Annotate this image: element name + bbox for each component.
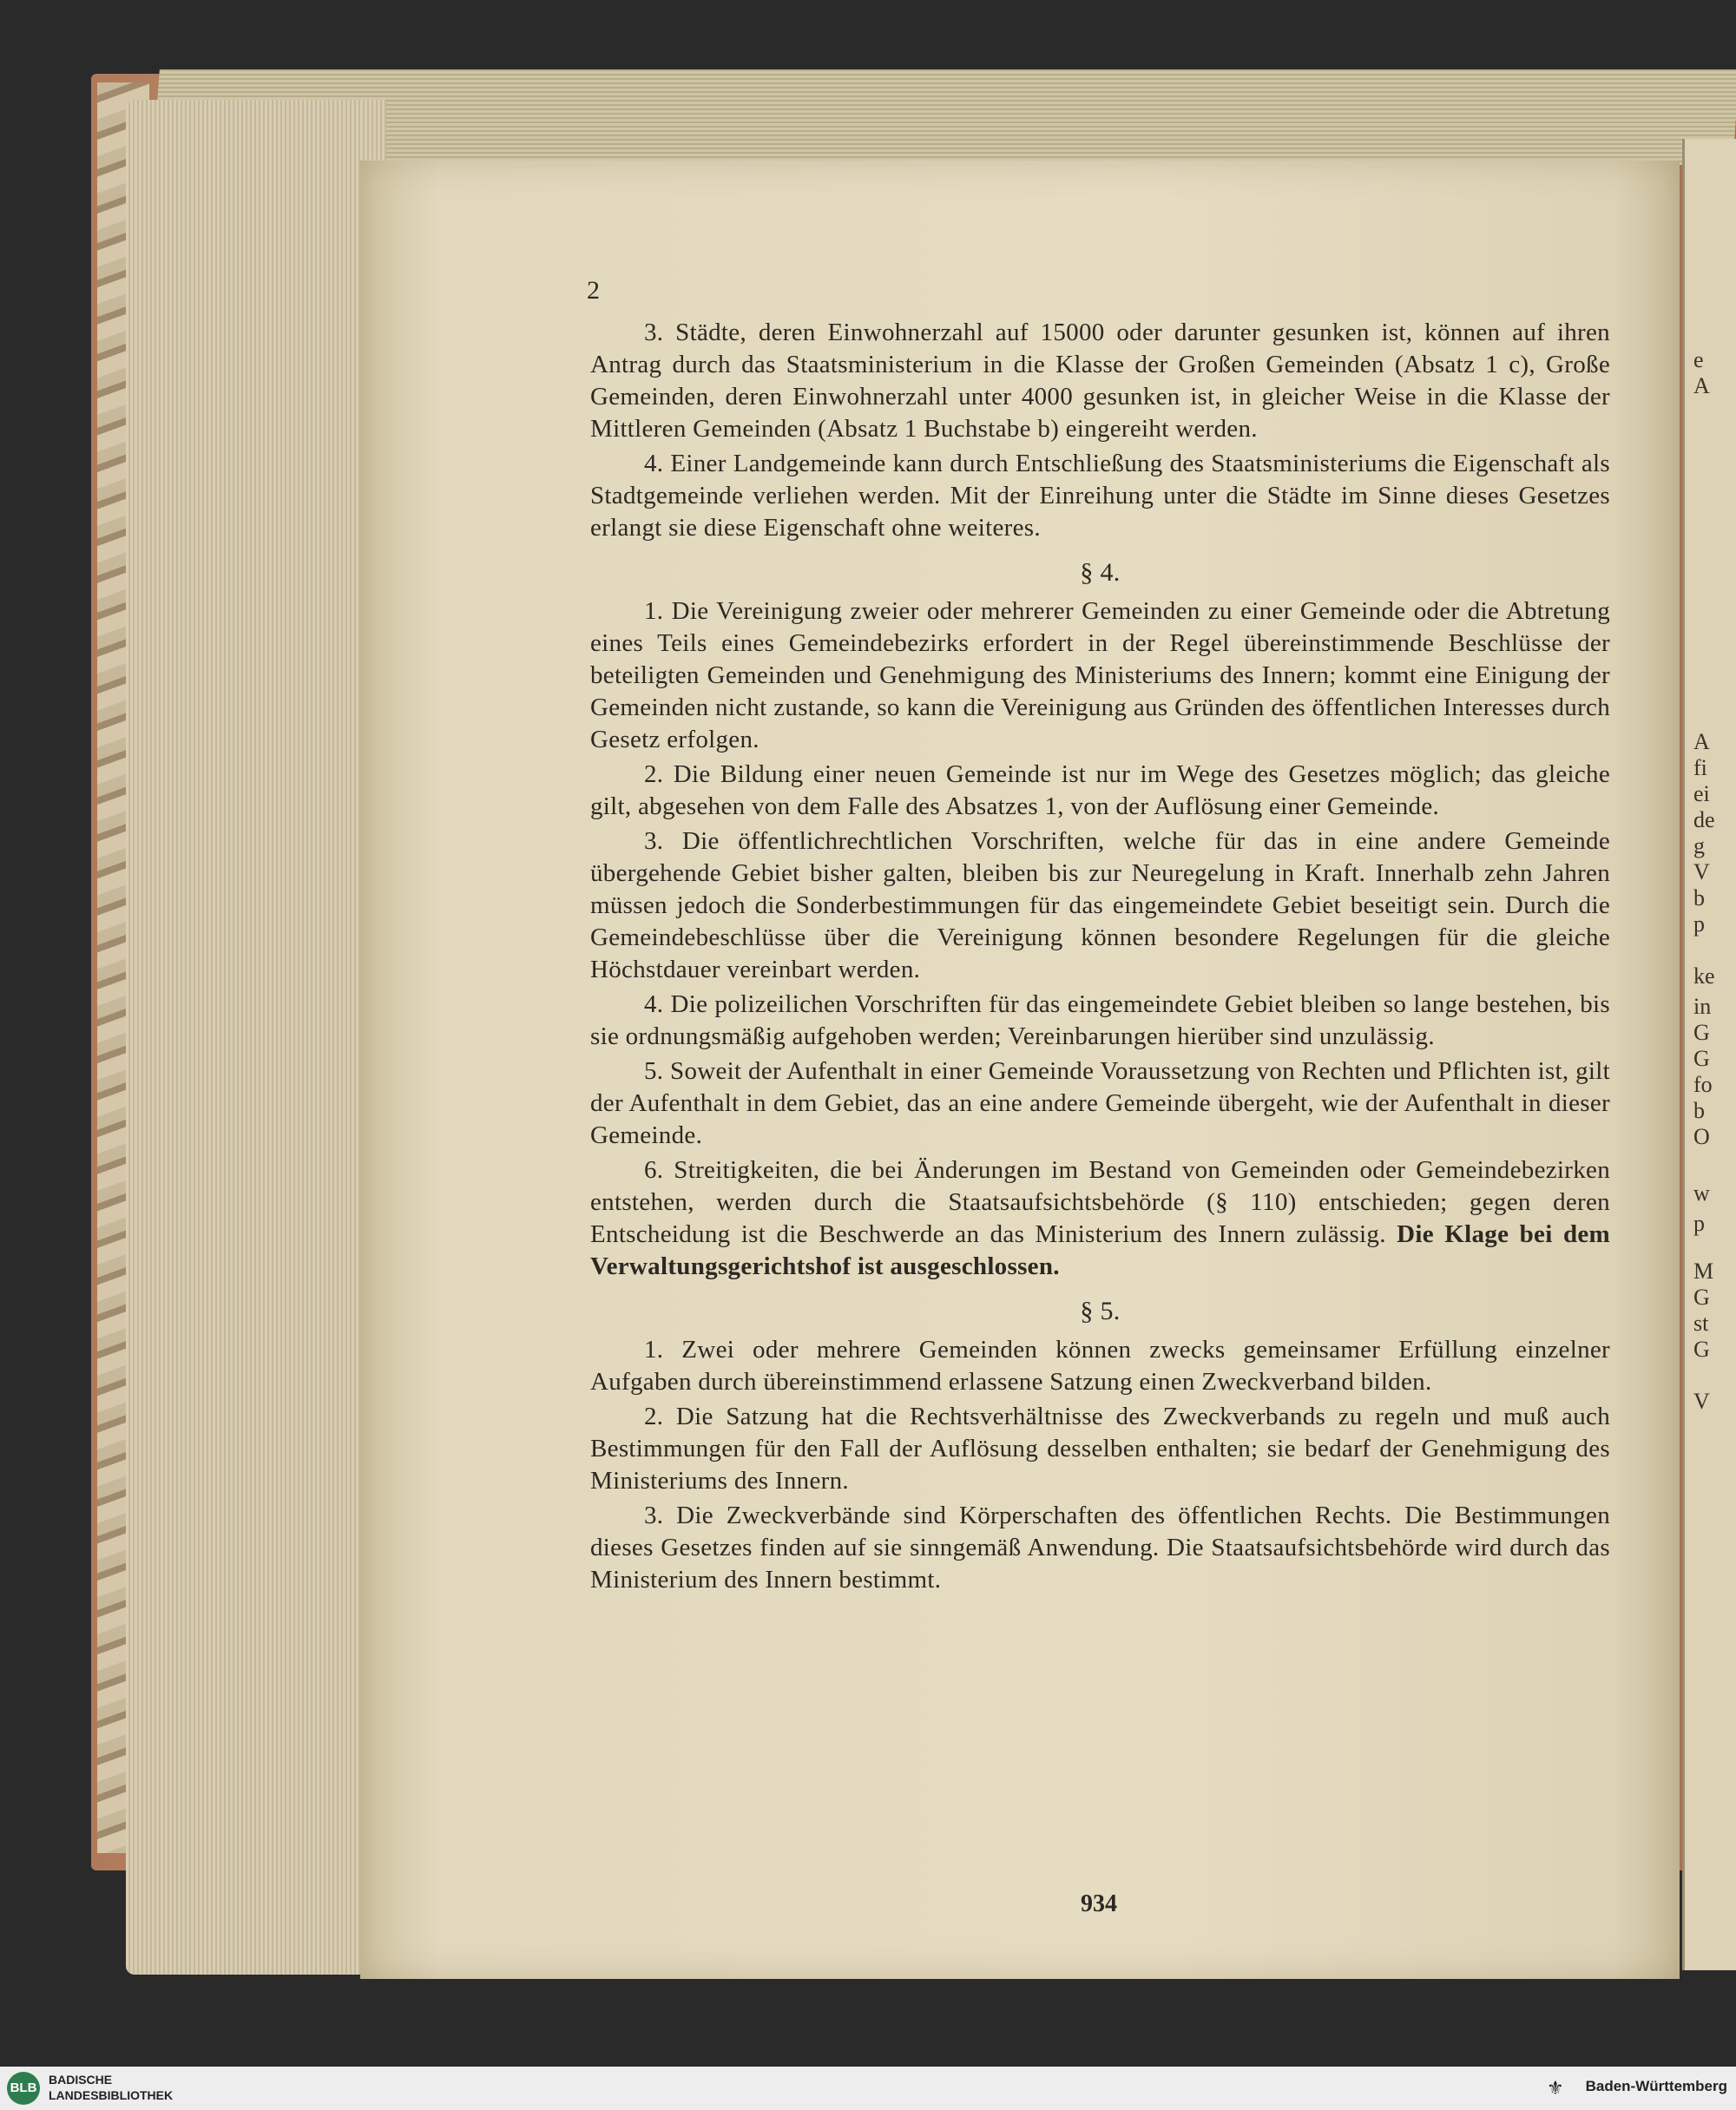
section-heading: § 4. xyxy=(1080,558,1121,587)
page-header-number: 2 xyxy=(587,276,600,305)
paragraph: 1. Die Vereinigung zweier oder mehrerer Gemeinden zu einer Gemeinde oder die Abtretung eines Teils eines Gemeindebezirks erfordert in der Regel übereinstimmende Beschlüsse der beteiligten Gemeinden und Genehmigung des Ministeriums des Innern; kommt eine Einigung der Gemeinden nicht zustande, so kann die Vereinigung aus Gründen des öffentlichen Interesses durch Gesetz erfolgen. xyxy=(590,597,1610,753)
facing-page-text-fragment: b xyxy=(1693,1098,1705,1123)
facing-page-text-fragment: p xyxy=(1693,1211,1705,1236)
facing-page-text-fragment: V xyxy=(1693,859,1710,884)
facing-page-text-fragment: st xyxy=(1693,1311,1709,1336)
facing-page-text-fragment: ei xyxy=(1693,781,1710,806)
paragraph: 2. Die Bildung einer neuen Gemeinde ist nur im Wege des Gesetzes möglich; das gleiche gilt, abgesehen von dem Falle des Absatzes 1, von der Auflösung einer Gemeinde. xyxy=(590,760,1610,820)
coat-of-arms-icon: ⚜ xyxy=(1547,2077,1564,2099)
paragraph-text: 6. Streitigkeiten, die bei Änderungen im Bestand von Gemeinden oder Gemeindebezirken entstehen, werden durch die Staatsaufsichtsbehörde (§ 110) entschieden; gegen deren Entscheidung ist die Beschwerde an das Ministerium des Innern zulässig. xyxy=(590,1156,1610,1248)
paragraph: 4. Einer Landgemeinde kann durch Entschließung des Staatsministeriums die Eigenschaft als Stadtgemeinde verliehen werden. Mit der Einreihung unter die Städte im Sinne dieses Gesetzes erlangt sie diese Eigenschaft ohne weiteres. xyxy=(590,450,1610,542)
facing-page-text-fragment: fi xyxy=(1693,755,1707,780)
facing-page-text-fragment: G xyxy=(1693,1046,1710,1071)
facing-page-text-fragment: de xyxy=(1693,807,1715,832)
facing-page-text-fragment: A xyxy=(1693,729,1710,754)
library-name-line1: BADISCHE xyxy=(49,2073,113,2087)
facing-page-text-fragment: g xyxy=(1693,833,1705,858)
facing-page-text-fragment: G xyxy=(1693,1285,1710,1310)
page-folio-number: 934 xyxy=(1081,1890,1117,1917)
paragraph: 3. Städte, deren Einwohnerzahl auf 15000 oder darunter gesunken ist, können auf ihren Antrag durch das Staatsministerium in die Klasse der Großen Gemeinden (Absatz 1 c), Große Gemeinden, deren Einwohnerzahl unter 4000 gesunken ist, in gleicher Weise in die Klasse der Mittleren Gemeinden (Absatz 1 Buchstabe b) eingereiht werden. xyxy=(590,319,1610,443)
viewer-footer xyxy=(0,2067,1736,2110)
facing-page-text-fragment: V xyxy=(1693,1389,1710,1414)
facing-page-text-fragment: p xyxy=(1693,911,1705,937)
facing-page-text-fragment: A xyxy=(1693,373,1710,398)
facing-page-text-fragment: w xyxy=(1693,1180,1710,1206)
paragraph-bold-text: Die Klage bei dem Verwaltungsgerichtshof ist ausgeschlossen. xyxy=(590,1220,1610,1280)
facing-page-text-fragment: O xyxy=(1693,1124,1710,1149)
facing-page-text-fragment: G xyxy=(1693,1020,1710,1045)
paragraph: 3. Die öffentlichrechtlichen Vorschriften, welche für das in eine andere Gemeinde übergehende Gebiet bisher galten, bleiben bis zur Neuregelung in Kraft. Innerhalb zehn Jahren müssen jedoch die Sonderbestimmungen für das eingemeindete Gebiet beseitigt sein. Durch die Gemeindebeschlüsse über die Vereinigung können besondere Regelungen für die gleiche Höchstdauer vereinbart werden. xyxy=(590,827,1610,983)
facing-page-text-fragment: M xyxy=(1693,1259,1714,1284)
facing-page-text-fragment: fo xyxy=(1693,1072,1713,1097)
paragraph: 4. Die polizeilichen Vorschriften für das eingemeindete Gebiet bleiben so lange bestehen, bis sie ordnungsmäßig aufgehoben werden; Vereinbarungen hierüber sind unzulässig. xyxy=(590,990,1610,1050)
paragraph: 1. Zwei oder mehrere Gemeinden können zwecks gemeinsamer Erfüllung einzelner Aufgaben durch übereinstimmend erlassene Satzung einen Zweckverband bilden. xyxy=(590,1336,1610,1396)
page-block-top-edge xyxy=(153,69,1736,165)
facing-page-text-fragment: G xyxy=(1693,1337,1710,1362)
paragraph: 5. Soweit der Aufenthalt in einer Gemeinde Voraussetzung von Rechten und Pflichten ist, gilt der Aufenthalt in dem Gebiet, das an eine andere Gemeinde übergeht, wie der Aufenthalt in dieser Gemeinde. xyxy=(590,1057,1610,1149)
paragraph xyxy=(590,1154,1610,1283)
library-name xyxy=(49,2072,173,2103)
library-name-line2: LANDESBIBLIOTHEK xyxy=(49,2088,174,2102)
blb-logo-icon[interactable]: BLB xyxy=(7,2072,40,2105)
paragraph: 3. Die Zweckverbände sind Körperschaften des öffentlichen Rechts. Die Bestimmungen dieses Gesetzes finden auf sie sinngemäß Anwendung. Die Staatsaufsichtsbehörde wird durch das Ministerium des Innern bestimmt. xyxy=(590,1502,1610,1594)
facing-page-fragment xyxy=(1682,139,1736,1970)
facing-page-text-fragment: ke xyxy=(1693,963,1715,989)
page-block-left-edge xyxy=(126,100,386,1975)
state-logo-text[interactable]: Baden-Württemberg xyxy=(1585,2078,1727,2094)
paragraph: 2. Die Satzung hat die Rechtsverhältnisse des Zweckverbands zu regeln und muß auch Bestimmungen für den Fall der Auflösung desselben enthalten; sie bedarf der Genehmigung des Ministeriums des Innern. xyxy=(590,1403,1610,1495)
page-text xyxy=(590,269,1610,1599)
facing-page-text-fragment: in xyxy=(1693,994,1712,1019)
facing-page-text-fragment: b xyxy=(1693,885,1705,910)
section-heading: § 5. xyxy=(1080,1297,1121,1325)
facing-page-text-fragment: e xyxy=(1693,347,1704,372)
